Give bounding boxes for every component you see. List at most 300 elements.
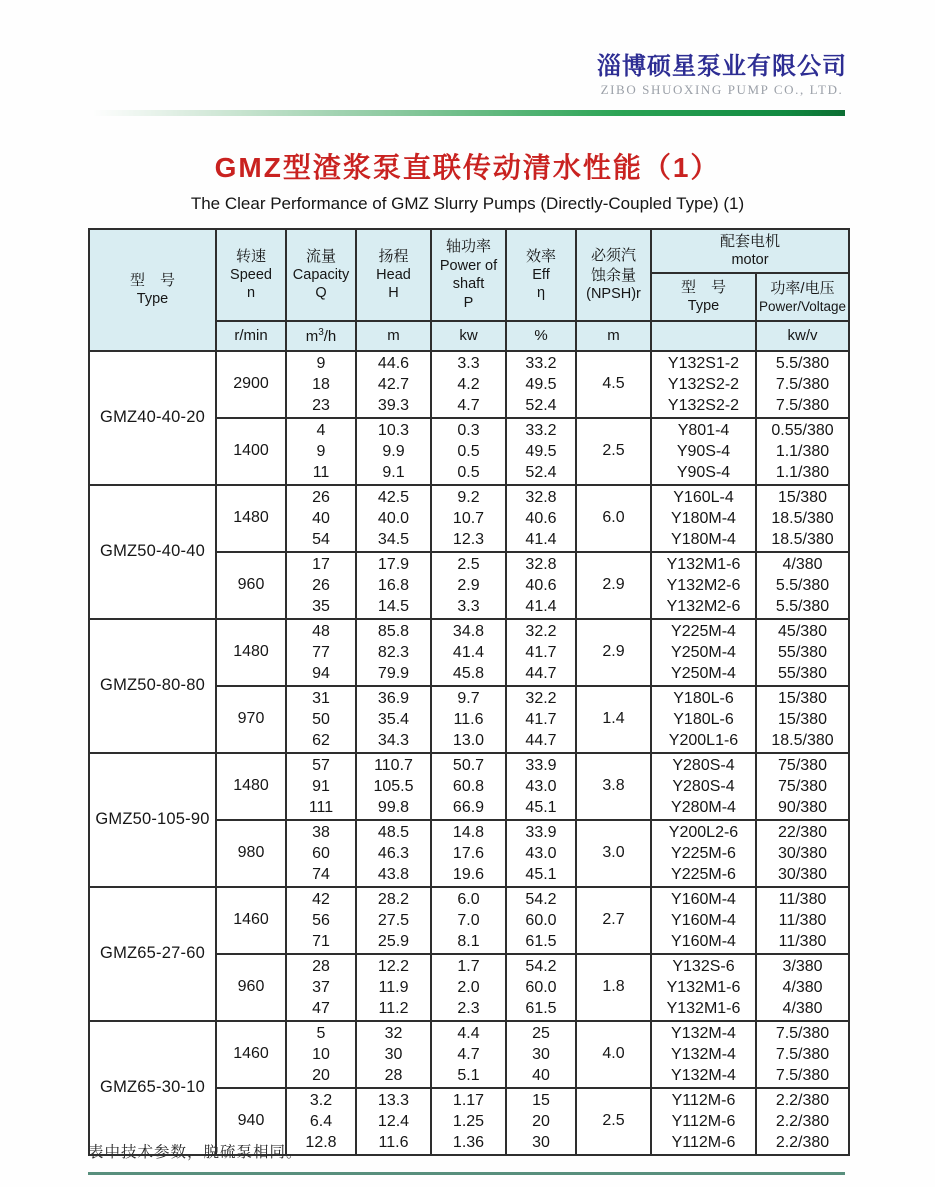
motor-type-cell	[651, 954, 756, 1021]
shaft-power-cell-value: 2.0	[457, 978, 480, 996]
pump-model-cell: GMZ65-27-60	[89, 887, 216, 1021]
head-cell	[356, 1021, 431, 1088]
head-cell-value: 11.2	[378, 999, 409, 1017]
unit-npsh: m	[576, 321, 651, 351]
motor-type-cell-value: Y280M-4	[671, 798, 736, 816]
efficiency-cell-value: 44.7	[525, 664, 557, 682]
motor-power-cell-value: 11/380	[778, 932, 827, 950]
shaft-power-cell-value: 6.0	[457, 890, 480, 908]
motor-power-cell	[756, 485, 849, 552]
motor-type-cell-value: Y112M-6	[671, 1091, 736, 1109]
motor-type-cell	[651, 887, 756, 954]
head-cell	[356, 485, 431, 552]
head-cell-value: 105.5	[373, 777, 414, 795]
col-header-capacity-symbol: Q	[315, 285, 327, 302]
shaft-power-cell-value: 8.1	[457, 932, 480, 950]
efficiency-cell	[506, 351, 576, 418]
col-header-head-symbol: H	[388, 285, 399, 302]
efficiency-cell-value: 33.9	[525, 756, 557, 774]
motor-type-cell-value: Y132M-4	[671, 1066, 736, 1084]
motor-type-cell-value: Y112M-6	[671, 1112, 736, 1130]
motor-type-cell-value: Y132M1-6	[666, 978, 741, 996]
table-row	[89, 753, 849, 820]
motor-power-cell-value: 7.5/380	[775, 1024, 830, 1042]
head-cell-value: 14.5	[377, 597, 410, 615]
efficiency-cell-value: 32.2	[525, 689, 557, 707]
motor-power-cell-value: 1.1/380	[775, 463, 830, 481]
efficiency-cell-value: 52.4	[525, 463, 557, 481]
capacity-cell-value: 54	[312, 530, 330, 548]
capacity-cell-value: 50	[312, 710, 330, 728]
shaft-power-cell-value: 0.5	[457, 442, 480, 460]
shaft-power-cell-value: 4.2	[457, 375, 480, 393]
head-cell-value: 25.9	[377, 932, 410, 950]
motor-power-cell-value: 30/380	[778, 844, 827, 862]
col-header-efficiency-en: Eff	[532, 266, 550, 283]
head-cell	[356, 418, 431, 485]
shaft-power-cell	[431, 954, 506, 1021]
motor-type-cell	[651, 619, 756, 686]
motor-power-cell	[756, 1088, 849, 1155]
efficiency-cell-value: 15	[532, 1091, 550, 1109]
speed-cell: 960	[216, 552, 286, 619]
motor-type-cell-value: Y180M-4	[671, 509, 736, 527]
shaft-power-cell-value: 4.7	[457, 396, 480, 414]
shaft-power-cell-value: 66.9	[452, 798, 485, 816]
motor-type-cell-value: Y160L-4	[673, 488, 734, 506]
head-cell-value: 79.9	[377, 664, 410, 682]
shaft-power-cell	[431, 485, 506, 552]
head-cell-value: 16.8	[377, 576, 410, 594]
motor-power-cell-value: 3/380	[782, 957, 823, 975]
motor-power-cell-value: 45/380	[778, 622, 827, 640]
motor-power-cell-value: 7.5/380	[775, 396, 830, 414]
capacity-cell-value: 42	[312, 890, 330, 908]
capacity-cell-value: 6.4	[309, 1112, 333, 1130]
capacity-cell	[286, 485, 356, 552]
motor-power-cell-value: 18.5/380	[771, 530, 834, 548]
header-row-1	[89, 229, 849, 273]
col-header-type-cn: 型 号	[129, 272, 175, 289]
efficiency-cell	[506, 619, 576, 686]
head-cell-value: 30	[384, 1045, 403, 1063]
motor-power-cell-value: 7.5/380	[775, 1066, 830, 1084]
speed-cell: 1460	[216, 1021, 286, 1088]
motor-type-cell-value: Y225M-4	[671, 622, 736, 640]
motor-type-cell	[651, 552, 756, 619]
head-cell	[356, 1088, 431, 1155]
capacity-cell-value: 74	[312, 865, 330, 883]
shaft-power-cell-value: 12.3	[452, 530, 485, 548]
title-block	[0, 146, 935, 214]
motor-type-cell-value: Y160M-4	[671, 911, 736, 929]
capacity-cell-value: 38	[312, 823, 330, 841]
motor-power-cell-value: 15/380	[778, 689, 827, 707]
efficiency-cell-value: 60.0	[525, 978, 557, 996]
capacity-cell-value: 60	[312, 844, 330, 862]
shaft-power-cell-value: 3.3	[457, 354, 480, 372]
head-cell-value: 82.3	[377, 643, 410, 661]
motor-power-cell	[756, 954, 849, 1021]
motor-type-cell	[651, 351, 756, 418]
motor-type-cell-value: Y280S-4	[672, 756, 735, 774]
shaft-power-cell	[431, 418, 506, 485]
head-cell-value: 34.5	[377, 530, 410, 548]
efficiency-cell-value: 61.5	[525, 932, 557, 950]
shaft-power-cell	[431, 686, 506, 753]
motor-power-cell-value: 11/380	[778, 911, 827, 929]
col-header-capacity	[286, 229, 356, 321]
efficiency-cell	[506, 753, 576, 820]
pump-model-cell: GMZ50-80-80	[89, 619, 216, 753]
pump-model-cell: GMZ50-105-90	[89, 753, 216, 887]
col-header-efficiency	[506, 229, 576, 321]
motor-type-cell-value: Y225M-6	[671, 865, 736, 883]
motor-type-cell-value: Y112M-6	[671, 1133, 736, 1151]
efficiency-cell-value: 54.2	[525, 957, 557, 975]
efficiency-cell-value: 32.8	[525, 555, 557, 573]
motor-power-cell-value: 4/380	[782, 555, 823, 573]
capacity-cell-value: 9	[316, 442, 326, 460]
footer-note: 表中技术参数，脱硫泵相同。	[88, 1144, 303, 1161]
col-header-motor	[651, 229, 849, 273]
motor-type-cell-value: Y160M-4	[671, 890, 736, 908]
head-cell	[356, 351, 431, 418]
efficiency-cell	[506, 820, 576, 887]
npsh-cell: 2.9	[576, 552, 651, 619]
efficiency-cell-value: 30	[532, 1133, 550, 1151]
head-cell	[356, 887, 431, 954]
efficiency-cell	[506, 418, 576, 485]
motor-power-cell	[756, 418, 849, 485]
efficiency-cell	[506, 552, 576, 619]
motor-power-cell-value: 18.5/380	[771, 731, 834, 749]
capacity-cell	[286, 418, 356, 485]
motor-power-cell-value: 2.2/380	[775, 1091, 830, 1109]
efficiency-cell-value: 33.2	[525, 354, 557, 372]
motor-power-cell-value: 2.2/380	[775, 1112, 830, 1130]
capacity-cell	[286, 887, 356, 954]
npsh-cell: 2.9	[576, 619, 651, 686]
motor-type-cell	[651, 418, 756, 485]
motor-power-cell	[756, 552, 849, 619]
motor-type-cell-value: Y132S2-2	[667, 396, 740, 414]
col-header-shaft-power	[431, 229, 506, 321]
motor-type-cell-value: Y132M2-6	[666, 576, 741, 594]
capacity-cell-value: 4	[316, 421, 326, 439]
shaft-power-cell-value: 4.7	[457, 1045, 480, 1063]
efficiency-cell-value: 33.9	[525, 823, 557, 841]
col-header-speed	[216, 229, 286, 321]
head-cell-value: 12.2	[377, 957, 410, 975]
col-header-motor-power	[756, 273, 849, 321]
efficiency-cell	[506, 1088, 576, 1155]
motor-power-cell	[756, 686, 849, 753]
efficiency-cell-value: 41.7	[525, 710, 557, 728]
unit-head: m	[356, 321, 431, 351]
unit-motor-type	[651, 321, 756, 351]
motor-power-cell-value: 7.5/380	[775, 375, 830, 393]
col-header-efficiency-cn: 效率	[525, 247, 556, 265]
pump-model-cell: GMZ65-30-10	[89, 1021, 216, 1155]
speed-cell: 1480	[216, 485, 286, 552]
motor-type-cell	[651, 1021, 756, 1088]
head-cell-value: 44.6	[377, 354, 410, 372]
motor-type-cell	[651, 485, 756, 552]
head-cell-value: 36.9	[377, 689, 410, 707]
shaft-power-cell-value: 17.6	[452, 844, 485, 862]
head-cell-value: 13.3	[377, 1091, 410, 1109]
motor-type-cell-value: Y225M-6	[671, 844, 736, 862]
head-cell	[356, 619, 431, 686]
motor-type-cell-value: Y132M1-6	[666, 999, 741, 1017]
efficiency-cell-value: 44.7	[525, 731, 557, 749]
motor-type-cell-value: Y200L2-6	[668, 823, 739, 841]
efficiency-cell-value: 40.6	[525, 509, 557, 527]
motor-type-cell-value: Y160M-4	[671, 932, 736, 950]
shaft-power-cell-value: 10.7	[452, 509, 485, 527]
efficiency-cell-value: 41.4	[525, 597, 557, 615]
efficiency-cell-value: 49.5	[525, 375, 557, 393]
capacity-cell	[286, 619, 356, 686]
speed-cell: 1480	[216, 753, 286, 820]
head-cell-value: 9.1	[382, 463, 405, 481]
capacity-cell-value: 5	[316, 1024, 326, 1042]
shaft-power-cell-value: 41.4	[452, 643, 485, 661]
motor-type-cell-value: Y180L-6	[673, 689, 734, 707]
shaft-power-cell-value: 3.3	[457, 597, 480, 615]
motor-power-cell-value: 5.5/380	[775, 597, 830, 615]
head-cell-value: 35.4	[377, 710, 410, 728]
capacity-cell-value: 3.2	[309, 1091, 333, 1109]
pump-table-body	[89, 351, 849, 1155]
motor-type-cell-value: Y132M-4	[671, 1024, 736, 1042]
capacity-cell-value: 91	[312, 777, 330, 795]
col-header-capacity-en: Capacity	[292, 266, 350, 283]
efficiency-cell-value: 43.0	[525, 777, 557, 795]
motor-power-cell-value: 15/380	[778, 488, 827, 506]
efficiency-cell-value: 60.0	[525, 911, 557, 929]
pump-performance-table	[88, 228, 850, 1156]
speed-cell: 940	[216, 1088, 286, 1155]
efficiency-cell-value: 52.4	[525, 396, 557, 414]
motor-power-cell	[756, 619, 849, 686]
motor-type-cell	[651, 686, 756, 753]
unit-capacity-base: m	[305, 327, 319, 345]
motor-type-cell-value: Y180L-6	[673, 710, 734, 728]
shaft-power-cell-value: 2.9	[457, 576, 480, 594]
company-name-en: ZIBO SHUOXING PUMP CO., LTD.	[600, 82, 844, 97]
unit-capacity	[286, 321, 356, 351]
unit-motor-power: kw/v	[756, 321, 849, 351]
efficiency-cell-value: 32.8	[525, 488, 557, 506]
efficiency-cell-value: 33.2	[525, 421, 557, 439]
shaft-power-cell-value: 45.8	[452, 664, 485, 682]
capacity-cell	[286, 552, 356, 619]
shaft-power-cell	[431, 753, 506, 820]
motor-type-cell	[651, 753, 756, 820]
capacity-cell-value: 11	[312, 463, 330, 481]
shaft-power-cell	[431, 552, 506, 619]
motor-power-cell-value: 5.5/380	[775, 576, 830, 594]
head-cell-value: 85.8	[377, 622, 410, 640]
col-header-type	[89, 229, 216, 351]
motor-power-cell-value: 4/380	[782, 999, 823, 1017]
head-cell	[356, 552, 431, 619]
col-header-speed-en: Speed	[230, 266, 272, 283]
col-header-motor-type-cn: 型 号	[680, 278, 726, 296]
col-header-efficiency-symbol: η	[536, 285, 546, 302]
col-header-shaft-power-cn: 轴功率	[445, 238, 491, 256]
head-cell-value: 43.8	[377, 865, 410, 883]
npsh-cell: 3.8	[576, 753, 651, 820]
motor-power-cell-value: 0.55/380	[771, 421, 834, 439]
col-header-motor-type-en: Type	[687, 298, 720, 315]
col-header-motor-power-en: Power/Voltage	[758, 298, 847, 314]
npsh-cell: 4.0	[576, 1021, 651, 1088]
motor-type-cell	[651, 1088, 756, 1155]
head-cell-value: 42.5	[377, 488, 410, 506]
capacity-cell-value: 56	[312, 911, 330, 929]
efficiency-cell-value: 40.6	[525, 576, 557, 594]
motor-power-cell	[756, 820, 849, 887]
efficiency-cell-value: 25	[532, 1024, 550, 1042]
shaft-power-cell-value: 5.1	[457, 1066, 480, 1084]
motor-type-cell	[651, 820, 756, 887]
shaft-power-cell	[431, 1088, 506, 1155]
speed-cell: 970	[216, 686, 286, 753]
motor-power-cell	[756, 887, 849, 954]
motor-type-cell-value: Y280S-4	[672, 777, 735, 795]
efficiency-cell	[506, 485, 576, 552]
npsh-cell: 1.8	[576, 954, 651, 1021]
unit-speed: r/min	[216, 321, 286, 351]
col-header-npsh	[576, 229, 651, 321]
motor-type-cell-value: Y250M-4	[671, 664, 736, 682]
shaft-power-cell	[431, 1021, 506, 1088]
motor-power-cell-value: 22/380	[778, 823, 827, 841]
capacity-cell-value: 10	[312, 1045, 330, 1063]
head-cell-value: 39.3	[377, 396, 410, 414]
shaft-power-cell-value: 2.5	[457, 555, 480, 573]
speed-cell: 1400	[216, 418, 286, 485]
unit-capacity-suffix: /h	[323, 327, 337, 345]
head-cell-value: 28	[384, 1066, 403, 1084]
efficiency-cell-value: 32.2	[525, 622, 557, 640]
head-cell-value: 40.0	[377, 509, 410, 527]
head-cell-value: 32	[384, 1024, 403, 1042]
efficiency-cell	[506, 954, 576, 1021]
shaft-power-cell	[431, 619, 506, 686]
shaft-power-cell-value: 34.8	[452, 622, 485, 640]
capacity-cell-value: 12.8	[305, 1133, 337, 1151]
capacity-cell-value: 48	[312, 622, 330, 640]
col-header-npsh-en: (NPSH)r	[586, 285, 641, 302]
shaft-power-cell	[431, 887, 506, 954]
motor-type-cell-value: Y180M-4	[671, 530, 736, 548]
table-row	[89, 887, 849, 954]
motor-power-cell-value: 75/380	[778, 756, 827, 774]
motor-type-cell-value: Y132M2-6	[666, 597, 741, 615]
capacity-cell-value: 57	[312, 756, 330, 774]
capacity-cell-value: 18	[312, 375, 330, 393]
capacity-cell-value: 71	[312, 932, 330, 950]
head-cell-value: 10.3	[377, 421, 410, 439]
capacity-cell-value: 47	[312, 999, 330, 1017]
capacity-cell	[286, 1021, 356, 1088]
head-cell	[356, 954, 431, 1021]
col-header-motor-cn: 配套电机	[720, 233, 781, 250]
capacity-cell	[286, 753, 356, 820]
col-header-head-en: Head	[376, 266, 411, 283]
col-header-shaft-power-en: Power of shaft	[439, 257, 498, 293]
efficiency-cell-value: 49.5	[525, 442, 557, 460]
col-header-capacity-cn: 流量	[305, 247, 336, 265]
motor-type-cell-value: Y90S-4	[676, 463, 731, 481]
npsh-cell: 3.0	[576, 820, 651, 887]
page-subtitle: The Clear Performance of GMZ Slurry Pumps (Directly-Coupled Type) (1)	[190, 194, 745, 213]
capacity-cell	[286, 954, 356, 1021]
npsh-cell: 6.0	[576, 485, 651, 552]
head-cell-value: 99.8	[377, 798, 410, 816]
col-header-head	[356, 229, 431, 321]
col-header-motor-type	[651, 273, 756, 321]
table-row	[89, 351, 849, 418]
head-cell	[356, 820, 431, 887]
pump-model-cell: GMZ50-40-40	[89, 485, 216, 619]
head-cell-value: 46.3	[377, 844, 410, 862]
shaft-power-cell-value: 9.2	[457, 488, 480, 506]
shaft-power-cell-value: 1.7	[457, 957, 480, 975]
npsh-cell: 2.7	[576, 887, 651, 954]
col-header-motor-en: motor	[731, 252, 769, 269]
motor-power-cell-value: 2.2/380	[775, 1133, 830, 1151]
capacity-cell-value: 26	[312, 576, 330, 594]
unit-shaft-power: kw	[431, 321, 506, 351]
motor-type-cell-value: Y132S1-2	[667, 354, 740, 372]
capacity-cell-value: 111	[308, 798, 334, 816]
head-cell-value: 110.7	[374, 756, 413, 774]
head-cell-value: 42.7	[377, 375, 410, 393]
motor-type-cell-value: Y801-4	[677, 421, 730, 439]
motor-power-cell-value: 55/380	[778, 643, 827, 661]
unit-efficiency: %	[506, 321, 576, 351]
head-cell-value: 27.5	[377, 911, 410, 929]
motor-power-cell	[756, 351, 849, 418]
shaft-power-cell	[431, 351, 506, 418]
motor-power-cell	[756, 1021, 849, 1088]
capacity-cell	[286, 686, 356, 753]
shaft-power-cell-value: 60.8	[452, 777, 485, 795]
table-row	[89, 619, 849, 686]
motor-power-cell-value: 5.5/380	[775, 354, 830, 372]
motor-power-cell-value: 11/380	[778, 890, 827, 908]
capacity-cell-value: 62	[312, 731, 330, 749]
npsh-cell: 2.5	[576, 1088, 651, 1155]
capacity-cell-value: 35	[312, 597, 330, 615]
speed-cell: 980	[216, 820, 286, 887]
shaft-power-cell-value: 1.36	[452, 1133, 485, 1151]
col-header-speed-symbol: n	[246, 285, 256, 302]
company-name-cn: 淄博硕星泵业有限公司	[597, 53, 847, 80]
motor-power-cell-value: 30/380	[778, 865, 827, 883]
capacity-cell	[286, 820, 356, 887]
capacity-cell-value: 94	[312, 664, 330, 682]
motor-power-cell-value: 18.5/380	[771, 509, 834, 527]
pump-model-cell: GMZ40-40-20	[89, 351, 216, 485]
capacity-cell-value: 23	[312, 396, 330, 414]
col-header-shaft-power-symbol: P	[463, 294, 474, 311]
